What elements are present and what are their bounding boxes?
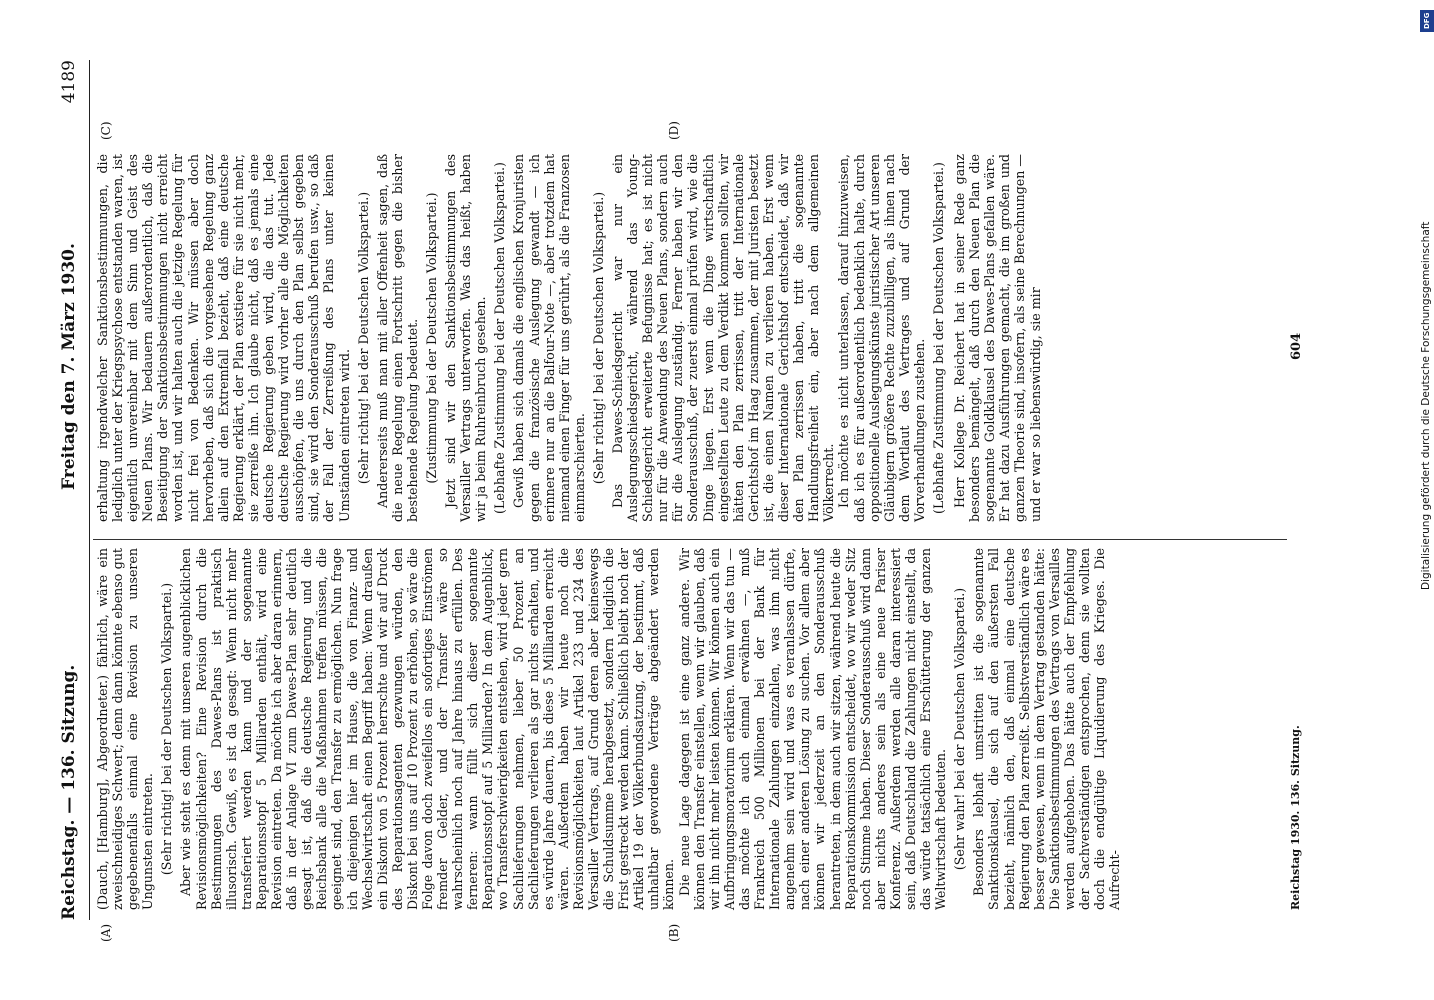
sheet-number: 604 <box>1289 332 1304 360</box>
page-header <box>59 60 85 920</box>
left-column <box>95 548 1122 910</box>
paragraph: Ich möchte es nicht unterlassen, darauf hinzuweisen, daß ich es für außerordentlich bedenklich halte, durch oppositionelle Auslegungskünste juristischer Art unseren Gläubigern größere Rechte zuzubilligen, als ihnen nach dem Wortlaut des Vertrages und auf Grund der Vorverhandlungen zustehen. <box>836 154 927 522</box>
paragraph: Herr Kollege Dr. Reichert hat in seiner Rede ganz besonders bemängelt, daß durch den Neuen Plan die sogenannte Goldklausel des Dawes-Plans gefallen wäre. Er hat dazu Ausführungen gemacht, die im großen und ganzen Theorie sind, insofern, als seine Berechnungen — und er war so liebenswürdig, sie mir <box>952 154 1043 522</box>
paragraph: Jetzt sind wir den Sanktionsbestimmungen des Versailler Vertrags unterworfen. Was das heißt, haben wir ja beim Ruhreinbruch gesehen. <box>443 154 489 522</box>
column-divider <box>93 539 1287 540</box>
interjection: (Sehr richtig! bei der Deutschen Volkspartei.) <box>159 582 175 876</box>
right-column <box>95 154 1043 522</box>
digitization-credit: Digitalisierung gefördert durch die Deutsche Forschungsgemeinschaft <box>1420 221 1432 590</box>
paragraph: Gewiß haben sich damals die englischen Kronjuristen gegen die französische Auslegung gewandt — ich erinnere nur an die Balfour-Note —, aber trotzdem hat niemand einen Finger für uns gerührt, als die Franzosen einmarschierten. <box>511 154 587 522</box>
interjection: (Sehr richtig! bei der Deutschen Volkspartei.) <box>590 191 606 485</box>
paragraph: Andererseits muß man mit aller Offenheit sagen, daß die neue Regelung einen Fortschritt gegen die bisher bestehende Regelung bedeutet. <box>374 154 420 522</box>
paragraph: Die neue Lage dagegen ist eine ganz andere. Wir können den Transfer einstellen, wenn wir glauben, daß wir ihn nicht mehr leisten können. Wir können auch ein Aufbringungsmoratorium erklären. Wenn wir das tun — das möchte ich auch einmal erwähnen —, muß Frankreich 500 Millionen bei der Bank für Internationale Zahlungen einzahlen, was ihm nicht angenehm sein wird und was es veranlassen dürfte, nach einer anderen Lösung zu suchen. Vor allem aber können wir jederzeit an den Sonderausschuß herantreten, in dem auch wir sitzen, während heute die Reparationskommission entscheidet, wo wir weder Sitz noch Stimme haben. Dieser Sonderausschuß wird dann aber nichts anderes sein als eine neue Pariser Konferenz. Außerdem werden alle daran interessiert sein, daß Deutschland die Zahlungen nicht einstellt, da das würde tatsächlich eine Erschütterung der ganzen Weltwirtschaft bedeuten. <box>676 548 949 910</box>
interjection: (Lebhafte Zustimmung bei der Deutschen Volkspartei.) <box>492 162 508 514</box>
paragraph: Besonders lebhaft umstritten ist die sogenannte Sanktionsklausel, die sich auf den äußersten Fall bezieht, nämlich den, daß einmal eine deutsche Regierung den Plan zerreißt. Selbstverständlich wäre es besser gewesen, wenn in dem Vertrag gestanden hätte: Die Sanktionsbestimmungen des Vertrags von Versailles werden aufgehoben. Das hätte auch der Empfehlung der Sachverständigen entsprochen, denn sie wollten doch die endgültige Liquidierung des Krieges. Die Aufrecht- <box>971 547 1123 910</box>
scanned-page <box>37 20 1397 980</box>
page-number: 4189 <box>59 60 79 104</box>
header-rule <box>89 60 90 920</box>
interjection: (Sehr richtig! bei der Deutschen Volkspartei.) <box>355 191 371 485</box>
margin-mark-a: (A) <box>99 923 113 942</box>
header-date: Freitag den 7. März 1930. <box>59 243 79 490</box>
interjection: (Lebhafte Zustimmung bei der Deutschen Volkspartei.) <box>930 162 946 514</box>
interjection: (Sehr wahr! bei der Deutschen Volkspartei.) <box>952 587 968 871</box>
margin-mark-b: (B) <box>667 923 681 942</box>
footer-left: Reichstag 1930. 136. Sitzung. <box>1289 725 1302 910</box>
interjection: (Zustimmung bei der Deutschen Volkspartei.) <box>423 192 439 484</box>
paragraph: (Dauch, [Hamburg], Abgeordneter.) fährlich, wäre ein zweischneidiges Schwert; denn dann könnte ebenso gut gegebenenfalls einmal eine Revision zu unseren Ungunsten eintreten. <box>95 548 156 910</box>
paragraph: Das Dawes-Schiedsgericht war nur ein Auslegungsschiedsgericht, während das Young-Schiedsgericht erweiterte Befugnisse hat; es ist nicht nur für die Anwendung des Neuen Plans, sondern auch für die Auslegung zuständig. Ferner haben wir den Sonderausschuß, der zuerst einmal prüfen wird, wie die Dinge liegen. Erst wenn die Dinge wirtschaftlich eingestellten Leute zu dem Verdikt kommen sollten, wir hätten den Plan zerrissen, tritt der Internationale Gerichtshof im Haag zusammen, der mit Juristen besetzt ist, die einen Namen zu verlieren haben. Erst wenn dieser Internationale Gerichtshof entscheidet, daß wir den Plan zerrissen haben, tritt die sogenannte Handlungsfreiheit ein, aber nach dem allgemeinen Völkerrecht. <box>610 154 837 522</box>
margin-mark-c: (C) <box>99 121 113 140</box>
margin-mark-d: (D) <box>667 121 681 140</box>
paragraph: Aber wie steht es denn mit unseren augenblicklichen Revisionsmöglichkeiten? Eine Revision durch die Bestimmungen des Dawes-Plans ist praktisch illusorisch. Gewiß, es ist da gesagt: Wenn nicht mehr transferiert werden kann und der sogenannte Reparationsstopf 5 Milliarden enthält, wird eine Revision eintreten. Da möchte ich aber daran erinnern, daß in der Anlage VI zum Dawes-Plan sehr deutlich gesagt ist, daß die deutsche Regierung und die Reichsbank alle die Maßnahmen treffen müssen, die geeignet sind, den Transfer zu ermöglichen. Nun frage ich diejenigen hier im Hause, die von Finanz- und Wechselwirtschaft einen Begriff haben: Wenn draußen ein Diskont von 5 Prozent herrschte und wir auf Druck des Reparationsagenten gezwungen würden, den Diskont bei uns auf 10 Prozent zu erhöhen, so wäre die Folge davon doch zweifellos ein sofortiges Einströmen fremder Gelder, und der Transfer wäre so wahrscheinlich noch auf Jahre hinaus zu erfüllen. Des ferneren: wann füllt sich dieser sogenannte Reparationsstopf auf 5 Milliarden? In dem Augenblick, wo Transferschwierigkeiten entstehen, wird jeder gern Sachlieferungen nehmen, lieber 50 Prozent an Sachlieferungen verlieren als gar nichts erhalten, und es würde Jahre dauern, bis diese 5 Milliarden erreicht wären. Außerdem haben wir heute noch die Revisionsmöglichkeiten laut Artikel 233 und 234 des Versailler Vertrags, auf Grund deren aber keineswegs die Schuldsumme herabgesetzt, sondern lediglich die Frist gestreckt werden kann. Schließlich bleibt noch der Artikel 19 der Völkerbundsatzung, der bestimmt, daß unhaltbar gewordene Verträge abgeändert werden können. <box>178 548 677 910</box>
dfg-logo: DFG <box>1420 10 1434 32</box>
header-left: Reichstag. — 136. Sitzung. <box>59 664 79 920</box>
paragraph: erhaltung irgendwelcher Sanktionsbestimmungen, die lediglich unter der Kriegspsychose entstanden waren, ist eigentlich unvereinbar mit dem Sinn und Geist des Neuen Plans. Wir bedauern außerordentlich, daß die Beseitigung der Sanktionsbestimmungen nicht erreicht worden ist, und wir halten auch die jetzige Regelung für nicht frei von Bedenken. Wir müssen aber doch hervorheben, daß sich die vorgesehene Regelung ganz allein auf den Extremfall bezieht, daß eine deutsche Regierung erklärt, der Plan existiere für sie nicht mehr, sie zerreiße ihn. Ich glaube nicht, daß es jemals eine deutsche Regierung geben wird, die das tut. Jede deutsche Regierung wird vorher alle die Möglichkeiten ausschöpfen, die uns durch den Plan selbst gegeben sind, sie wird den Sonderausschuß berufen usw., so daß der Fall der Zerreißung des Plans unter keinen Umständen eintreten wird. <box>95 154 352 522</box>
